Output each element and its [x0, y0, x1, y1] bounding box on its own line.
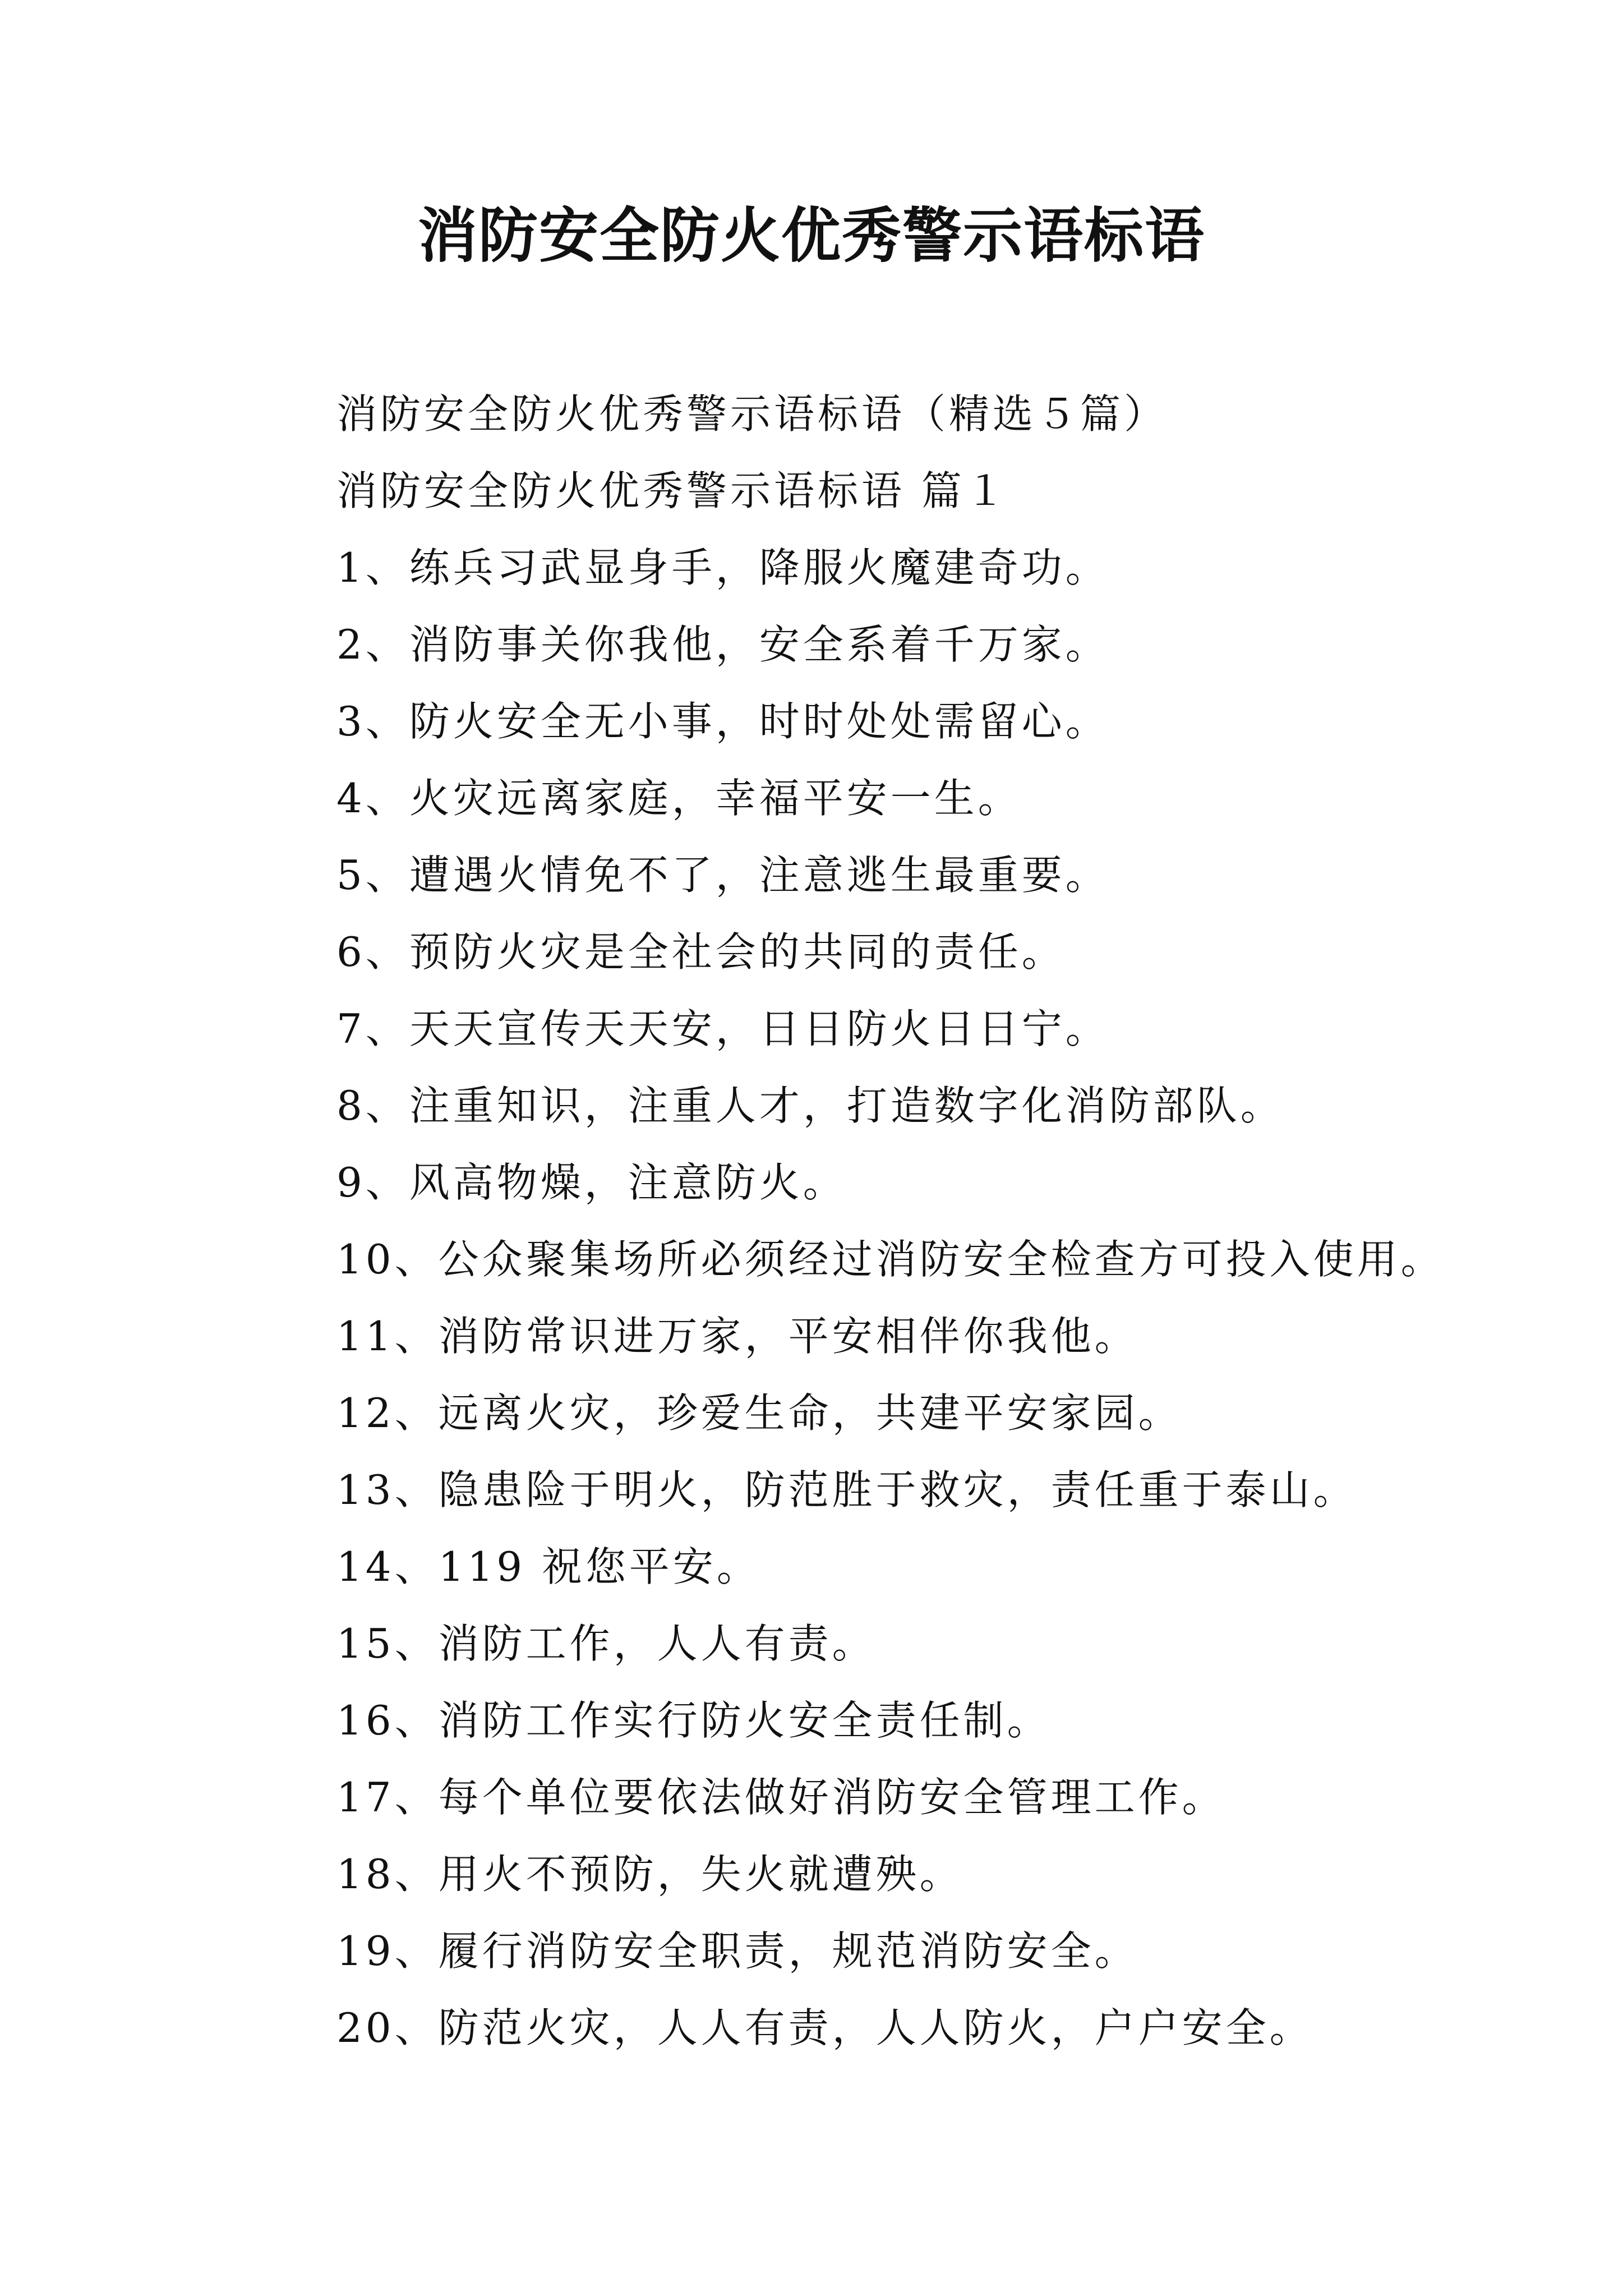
document-body — [336, 376, 1570, 2067]
document-title: 消防安全防火优秀警示语标语 — [418, 200, 1205, 270]
slogan-item: 12、远离火灾，珍爱生命，共建平安家园。 — [336, 1389, 1182, 1437]
slogan-item: 16、消防工作实行防火安全责任制。 — [336, 1697, 1051, 1744]
slogan-item: 9、风高物燥，注意防火。 — [336, 1159, 847, 1206]
slogan-item: 19、履行消防安全职责，规范消防安全。 — [336, 1927, 1138, 1975]
slogan-item: 3、防火安全无小事，时时处处需留心。 — [336, 698, 1109, 745]
slogan-item: 14、119 祝您平安。 — [336, 1543, 760, 1590]
slogan-item: 11、消防常识进万家，平安相伴你我他。 — [336, 1313, 1138, 1360]
document-subtitle: 消防安全防火优秀警示语标语（精选５篇） — [336, 390, 1168, 438]
slogan-item: 7、天天宣传天天安，日日防火日日宁。 — [336, 1005, 1109, 1052]
slogan-item: 17、每个单位要依法做好消防安全管理工作。 — [336, 1774, 1226, 1821]
slogan-item: 13、隐患险于明火，防范胜于救灾，责任重于泰山。 — [336, 1466, 1357, 1513]
section-heading: 消防安全防火优秀警示语标语 篇１ — [336, 467, 1009, 514]
slogan-item: 1、练兵习武显身手，降服火魔建奇功。 — [336, 544, 1109, 591]
slogan-item: 6、预防火灾是全社会的共同的责任。 — [336, 928, 1066, 976]
slogan-item: 20、防范火灾，人人有责，人人防火，户户安全。 — [336, 2004, 1313, 2051]
slogan-item: 2、消防事关你我他，安全系着千万家。 — [336, 621, 1109, 668]
slogan-item: 10、公众聚集场所必须经过消防安全检查方可投入使用。 — [336, 1236, 1445, 1283]
slogan-item: 5、遭遇火情免不了，注意逃生最重要。 — [336, 852, 1109, 899]
slogan-item: 8、注重知识，注重人才，打造数字化消防部队。 — [336, 1082, 1284, 1129]
slogan-item: 15、消防工作，人人有责。 — [336, 1620, 876, 1667]
slogan-item: 4、火灾远离家庭，幸福平安一生。 — [336, 775, 1022, 822]
slogan-item: 18、用火不预防，失火就遭殃。 — [336, 1851, 963, 1898]
slogan-list — [336, 530, 1570, 2067]
